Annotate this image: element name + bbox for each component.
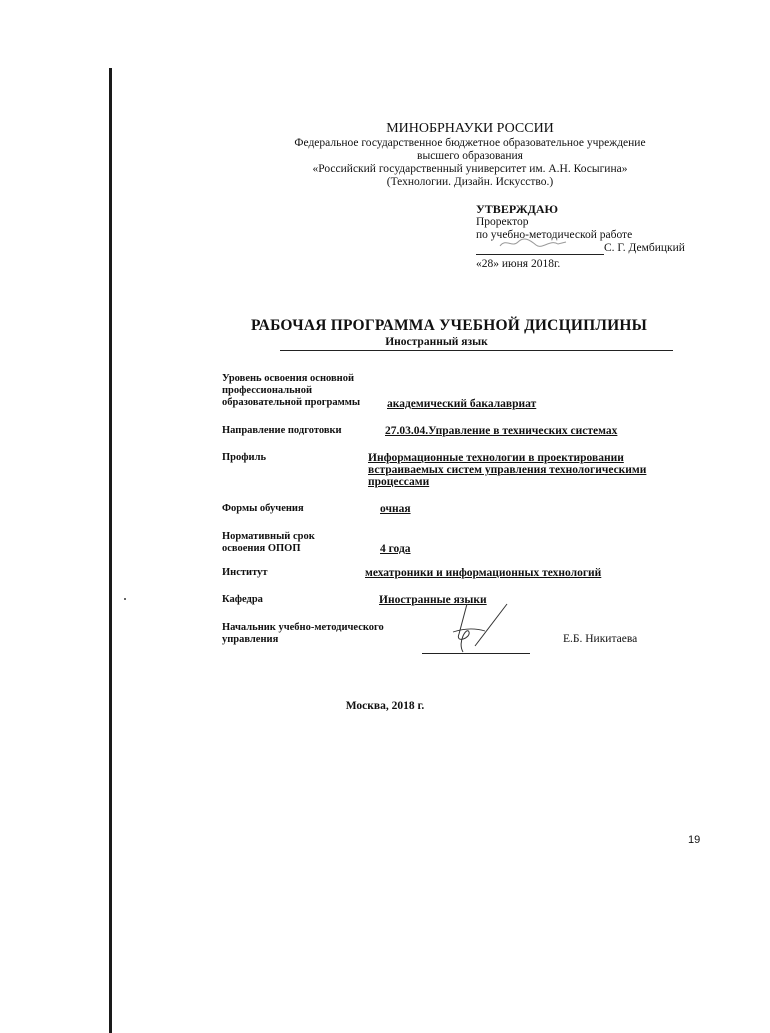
approval-title: УТВЕРЖДАЮ: [476, 202, 559, 216]
signature-mark: [498, 236, 568, 250]
head-label-1: Начальник учебно-методического: [222, 622, 384, 633]
direction-label: Направление подготовки: [222, 425, 342, 436]
header-line-2: высшего образования: [417, 150, 523, 162]
discipline-line: [280, 336, 673, 351]
page-number: 19: [688, 834, 701, 846]
term-value: 4 года: [380, 543, 411, 555]
level-value: академический бакалавриат: [387, 398, 537, 410]
term-label-1: Нормативный срок: [222, 531, 315, 542]
document-title: РАБОЧАЯ ПРОГРАММА УЧЕБНОЙ ДИСЦИПЛИНЫ: [251, 317, 648, 334]
department-label: Кафедра: [222, 594, 263, 605]
approval-position-2: по учебно-методической работе: [476, 229, 633, 241]
term-label-2: освоения ОПОП: [222, 543, 301, 554]
head-label-2: управления: [222, 634, 279, 645]
level-label-2: профессиональной: [222, 385, 312, 396]
left-margin-line: [109, 68, 112, 1033]
head-label: [222, 622, 384, 646]
institute-label: Институт: [222, 567, 268, 578]
profile-value: Информационные технологии в проектировании встраиваемых систем управления технологическими процессами: [368, 452, 647, 488]
level-label: [222, 373, 360, 409]
forms-value: очная: [380, 503, 411, 515]
scan-speck: [124, 598, 126, 600]
approval-block: [476, 203, 685, 271]
header-line-1: Федеральное государственное бюджетное образовательное учреждение: [294, 137, 646, 149]
profile-label: Профиль: [222, 452, 267, 463]
direction-value: 27.03.04.Управление в технических системах: [385, 425, 618, 437]
approval-position-1: Проректор: [476, 216, 529, 228]
institute-value: мехатроники и информационных технологий: [365, 567, 602, 579]
discipline-name: Иностранный язык: [385, 336, 488, 348]
ministry-name: МИНОБРНАУКИ РОССИИ: [386, 121, 554, 136]
header-line-3: «Российский государственный университет им. А.Н. Косыгина»: [312, 163, 628, 175]
forms-label: Формы обучения: [222, 503, 304, 514]
term-label: [222, 531, 315, 555]
head-name: Е.Б. Никитаева: [563, 633, 638, 645]
header-line-4: (Технологии. Дизайн. Искусство.): [386, 176, 554, 188]
approver-name: С. Г. Дембицкий: [604, 242, 685, 254]
city-year: Москва, 2018 г.: [345, 700, 425, 712]
head-signature-mark: [445, 598, 525, 656]
signature-line: [476, 242, 604, 255]
department-value: Иностранные языки: [379, 594, 487, 606]
level-label-3: образовательной программы: [222, 397, 361, 408]
level-label-1: Уровень освоения основной: [222, 373, 355, 384]
approval-signature-row: [476, 242, 685, 255]
institution-header: [270, 120, 670, 189]
approval-date: «28» июня 2018г.: [476, 258, 561, 270]
